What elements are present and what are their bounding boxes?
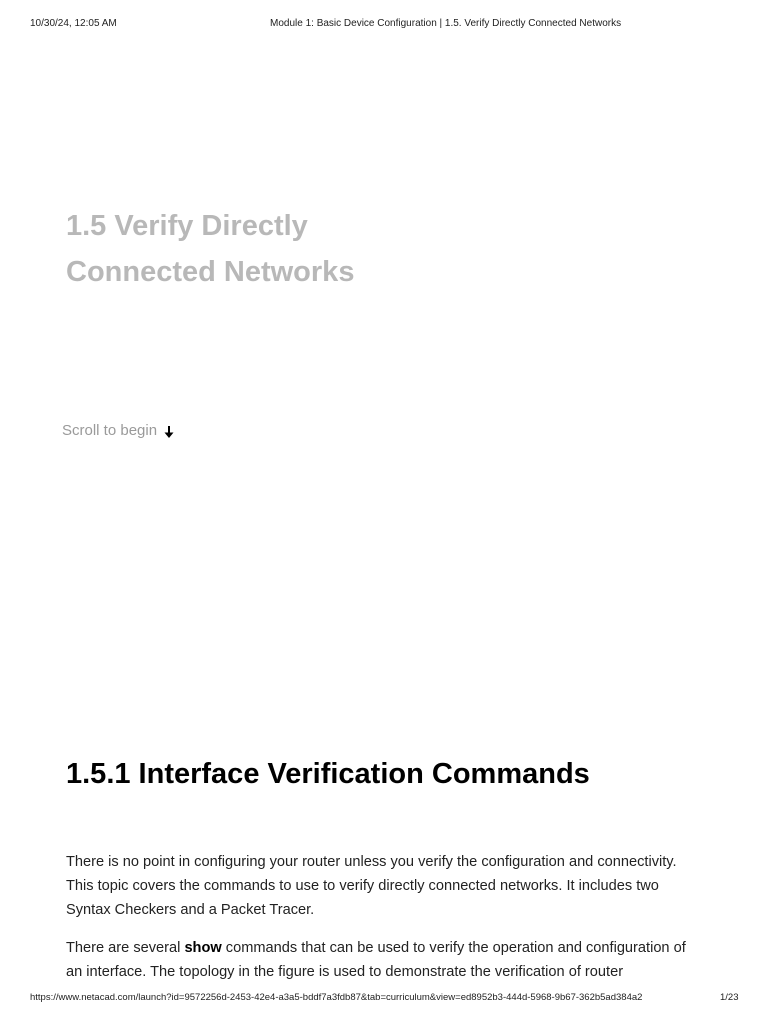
show-command-keyword: show — [184, 940, 222, 956]
page-number: 1/23 — [720, 992, 739, 1003]
page-url: https://www.netacad.com/launch?id=9572256d-2453-42e4-a3a5-bddf7a3fdb87&tab=curriculum&view=ed8952b3-444d-5968-9b67-362b5ad384a2 — [30, 992, 643, 1003]
arrow-down-icon — [163, 425, 175, 439]
module-title — [66, 203, 426, 295]
scroll-to-begin[interactable] — [62, 421, 175, 439]
intro-paragraph: There is no point in configuring your router unless you verify the configuration and connectivity. This topic covers the commands to use to verify directly connected networks. It includes two Syntax Checkers and a Packet Tracer. — [66, 854, 677, 918]
paragraph-text-before: There are several — [66, 940, 185, 956]
module-title-line-2: Connected Networks — [66, 256, 355, 288]
show-commands-paragraph — [66, 936, 706, 984]
print-datetime: 10/30/24, 12:05 AM — [30, 18, 117, 29]
section-heading: 1.5.1 Interface Verification Commands — [66, 758, 590, 790]
print-header — [0, 18, 768, 34]
print-page-title: Module 1: Basic Device Configuration | 1.5. Verify Directly Connected Networks — [270, 18, 622, 29]
module-title-line-1: 1.5 Verify Directly — [66, 210, 308, 242]
paragraph-text-after: commands that can be used to verify the operation and configuration of an interface. The topology in the figure is used to demonstrate the verification of router — [66, 940, 686, 980]
scroll-to-begin-label: Scroll to begin — [62, 421, 158, 439]
print-footer — [0, 992, 768, 1006]
